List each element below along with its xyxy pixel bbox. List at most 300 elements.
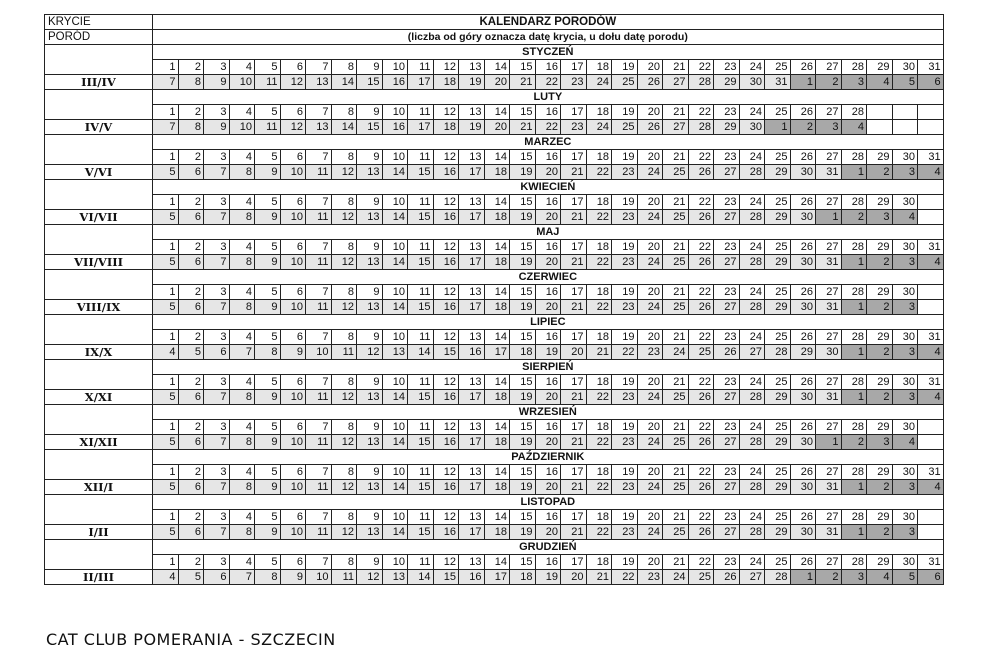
birth-day: 1 xyxy=(816,210,842,225)
birth-day: 5 xyxy=(153,165,179,180)
empty-cell xyxy=(918,435,944,450)
birth-day: 12 xyxy=(357,345,383,360)
mating-day: 9 xyxy=(357,465,383,480)
birth-day: 11 xyxy=(255,120,281,135)
birth-day: 22 xyxy=(612,570,638,585)
mating-day: 26 xyxy=(790,555,816,570)
birth-day: 19 xyxy=(459,120,485,135)
birth-day: 30 xyxy=(790,390,816,405)
birth-day: 10 xyxy=(280,165,306,180)
pair-cell-mid xyxy=(45,150,153,165)
birth-day: 22 xyxy=(612,345,638,360)
mating-day: 10 xyxy=(382,420,408,435)
birth-day: 21 xyxy=(561,390,587,405)
mating-day: 17 xyxy=(561,285,587,300)
pair-cell-top xyxy=(45,450,153,465)
birth-day: 26 xyxy=(688,210,714,225)
mating-day: 16 xyxy=(535,60,561,75)
mating-day: 17 xyxy=(561,240,587,255)
birth-day: 12 xyxy=(331,165,357,180)
birth-day: 7 xyxy=(229,570,255,585)
birth-day: 21 xyxy=(561,525,587,540)
month-row xyxy=(45,405,944,420)
mating-day: 8 xyxy=(331,150,357,165)
pair-cell-top xyxy=(45,45,153,60)
mating-day: 27 xyxy=(816,555,842,570)
birth-day: 27 xyxy=(714,480,740,495)
mating-day: 17 xyxy=(561,150,587,165)
birth-day: 28 xyxy=(739,480,765,495)
birth-day: 20 xyxy=(535,255,561,270)
mating-day: 5 xyxy=(255,330,281,345)
mating-day: 8 xyxy=(331,375,357,390)
mating-day: 10 xyxy=(382,285,408,300)
birth-day: 24 xyxy=(663,345,689,360)
month-name: GRUDZIEŃ xyxy=(153,540,944,555)
pair-cell-mid xyxy=(45,60,153,75)
birth-day: 11 xyxy=(306,165,332,180)
birth-day: 11 xyxy=(306,210,332,225)
mating-day: 28 xyxy=(841,105,867,120)
birth-day: 25 xyxy=(663,525,689,540)
birth-day: 2 xyxy=(841,210,867,225)
mating-day: 15 xyxy=(510,195,536,210)
mating-day: 21 xyxy=(663,555,689,570)
birth-day: 8 xyxy=(229,390,255,405)
pair-cell-mid xyxy=(45,330,153,345)
month-pair-label: II/III xyxy=(45,570,153,585)
mating-day: 18 xyxy=(586,60,612,75)
birth-day: 1 xyxy=(841,345,867,360)
birth-day: 24 xyxy=(637,435,663,450)
birth-day: 10 xyxy=(280,300,306,315)
mating-day: 19 xyxy=(612,375,638,390)
birth-day: 9 xyxy=(255,435,281,450)
birth-day: 13 xyxy=(357,435,383,450)
mating-day: 23 xyxy=(714,240,740,255)
mating-day: 6 xyxy=(280,285,306,300)
birth-day: 9 xyxy=(204,75,230,90)
birth-day: 24 xyxy=(637,210,663,225)
birth-day: 8 xyxy=(229,165,255,180)
mating-day: 4 xyxy=(229,105,255,120)
mating-day: 2 xyxy=(178,465,204,480)
mating-day: 9 xyxy=(357,285,383,300)
birth-days-row xyxy=(45,570,944,585)
birth-day: 21 xyxy=(561,255,587,270)
mating-day: 15 xyxy=(510,375,536,390)
birth-day: 10 xyxy=(306,570,332,585)
mating-day: 16 xyxy=(535,465,561,480)
birth-day: 6 xyxy=(178,210,204,225)
birth-day: 18 xyxy=(484,390,510,405)
mating-day: 30 xyxy=(892,465,918,480)
mating-day: 30 xyxy=(892,240,918,255)
mating-day: 24 xyxy=(739,105,765,120)
month-name: LIPIEC xyxy=(153,315,944,330)
mating-day: 11 xyxy=(408,240,434,255)
mating-day: 31 xyxy=(918,330,944,345)
mating-day: 6 xyxy=(280,150,306,165)
birth-day: 16 xyxy=(382,75,408,90)
birth-day: 17 xyxy=(459,210,485,225)
birth-day: 13 xyxy=(357,165,383,180)
birth-day: 7 xyxy=(204,390,230,405)
mating-day: 30 xyxy=(892,330,918,345)
mating-day: 14 xyxy=(484,555,510,570)
birth-day: 13 xyxy=(306,120,332,135)
mating-day: 31 xyxy=(918,60,944,75)
birth-day: 30 xyxy=(739,75,765,90)
birth-day: 23 xyxy=(612,300,638,315)
mating-day: 28 xyxy=(841,465,867,480)
birth-day: 24 xyxy=(637,480,663,495)
birth-day: 8 xyxy=(178,120,204,135)
birth-day: 17 xyxy=(484,570,510,585)
birth-days-row xyxy=(45,480,944,495)
mating-day: 27 xyxy=(816,465,842,480)
birth-day: 1 xyxy=(841,300,867,315)
mating-day: 1 xyxy=(153,375,179,390)
birth-days-row xyxy=(45,120,944,135)
birth-day: 10 xyxy=(280,435,306,450)
birth-day: 9 xyxy=(255,525,281,540)
mating-day: 3 xyxy=(204,285,230,300)
birth-day: 28 xyxy=(739,165,765,180)
month-row xyxy=(45,495,944,510)
mating-day: 28 xyxy=(841,60,867,75)
birth-day: 15 xyxy=(408,435,434,450)
mating-day: 2 xyxy=(178,240,204,255)
birth-day: 29 xyxy=(765,210,791,225)
mating-day: 29 xyxy=(867,240,893,255)
mating-day: 10 xyxy=(382,555,408,570)
birth-day: 9 xyxy=(255,390,281,405)
birth-day: 27 xyxy=(714,525,740,540)
month-row xyxy=(45,270,944,285)
mating-day: 26 xyxy=(790,285,816,300)
mating-day: 7 xyxy=(306,60,332,75)
birth-day: 4 xyxy=(918,390,944,405)
mating-day: 19 xyxy=(612,60,638,75)
mating-day: 9 xyxy=(357,375,383,390)
birth-days-row xyxy=(45,300,944,315)
birth-day: 21 xyxy=(586,570,612,585)
mating-day: 10 xyxy=(382,60,408,75)
birth-day: 17 xyxy=(459,435,485,450)
mating-day: 23 xyxy=(714,150,740,165)
birth-day: 17 xyxy=(459,300,485,315)
mating-day: 18 xyxy=(586,465,612,480)
birth-day: 15 xyxy=(408,165,434,180)
mating-day: 25 xyxy=(765,60,791,75)
birth-day: 3 xyxy=(892,165,918,180)
birth-day: 25 xyxy=(663,390,689,405)
month-pair-label: V/VI xyxy=(45,165,153,180)
birth-day: 5 xyxy=(153,210,179,225)
mating-day: 16 xyxy=(535,510,561,525)
birth-day: 28 xyxy=(739,525,765,540)
birth-day: 26 xyxy=(714,570,740,585)
birth-day: 15 xyxy=(357,120,383,135)
birth-day: 13 xyxy=(357,480,383,495)
mating-day: 13 xyxy=(459,195,485,210)
birth-day: 4 xyxy=(918,255,944,270)
birth-day: 7 xyxy=(153,120,179,135)
mating-day: 7 xyxy=(306,285,332,300)
mating-day: 27 xyxy=(816,510,842,525)
mating-day: 3 xyxy=(204,420,230,435)
birth-day: 4 xyxy=(841,120,867,135)
birth-day: 29 xyxy=(765,390,791,405)
birth-day: 23 xyxy=(612,210,638,225)
mating-day: 8 xyxy=(331,420,357,435)
mating-day: 13 xyxy=(459,510,485,525)
birth-day: 29 xyxy=(765,255,791,270)
birth-day: 11 xyxy=(255,75,281,90)
birth-day: 29 xyxy=(765,480,791,495)
mating-day: 31 xyxy=(918,375,944,390)
birth-day: 10 xyxy=(280,390,306,405)
mating-day: 29 xyxy=(867,60,893,75)
birth-day: 19 xyxy=(510,300,536,315)
mating-day: 22 xyxy=(688,330,714,345)
pair-cell-mid xyxy=(45,240,153,255)
mating-day: 11 xyxy=(408,60,434,75)
mating-day: 14 xyxy=(484,105,510,120)
birth-day: 23 xyxy=(612,165,638,180)
mating-day: 31 xyxy=(918,555,944,570)
birth-day: 6 xyxy=(178,300,204,315)
birth-day: 16 xyxy=(382,120,408,135)
mating-day: 27 xyxy=(816,375,842,390)
mating-day: 20 xyxy=(637,465,663,480)
mating-day: 16 xyxy=(535,195,561,210)
mating-day: 15 xyxy=(510,420,536,435)
birth-days-row xyxy=(45,255,944,270)
birth-day: 18 xyxy=(433,75,459,90)
month-row xyxy=(45,540,944,555)
birth-day: 16 xyxy=(433,255,459,270)
mating-day: 28 xyxy=(841,510,867,525)
birth-day: 6 xyxy=(178,525,204,540)
mating-day: 19 xyxy=(612,195,638,210)
mating-day: 13 xyxy=(459,60,485,75)
mating-day: 3 xyxy=(204,330,230,345)
birth-day: 2 xyxy=(867,480,893,495)
mating-day: 30 xyxy=(892,555,918,570)
birth-day: 28 xyxy=(688,120,714,135)
label-birth: PORÓD xyxy=(45,30,153,45)
birth-day: 21 xyxy=(561,165,587,180)
mating-day: 27 xyxy=(816,195,842,210)
birth-days-row xyxy=(45,165,944,180)
mating-day: 29 xyxy=(867,465,893,480)
mating-day: 21 xyxy=(663,375,689,390)
mating-days-row xyxy=(45,465,944,480)
mating-day: 15 xyxy=(510,150,536,165)
birth-day: 6 xyxy=(178,480,204,495)
birth-day: 12 xyxy=(331,435,357,450)
mating-day: 24 xyxy=(739,240,765,255)
mating-day: 7 xyxy=(306,375,332,390)
mating-day: 16 xyxy=(535,240,561,255)
birth-day: 29 xyxy=(765,525,791,540)
birth-day: 28 xyxy=(688,75,714,90)
mating-day: 16 xyxy=(535,285,561,300)
birth-day: 28 xyxy=(739,210,765,225)
mating-day: 2 xyxy=(178,60,204,75)
birth-day: 3 xyxy=(892,255,918,270)
birth-day: 25 xyxy=(663,480,689,495)
birth-days-row xyxy=(45,345,944,360)
mating-day: 20 xyxy=(637,375,663,390)
mating-day: 16 xyxy=(535,555,561,570)
month-pair-label: IX/X xyxy=(45,345,153,360)
birth-day: 14 xyxy=(382,525,408,540)
mating-day: 1 xyxy=(153,285,179,300)
mating-day: 22 xyxy=(688,285,714,300)
birth-day: 16 xyxy=(433,480,459,495)
mating-day: 13 xyxy=(459,105,485,120)
birth-day: 15 xyxy=(408,210,434,225)
birth-day: 24 xyxy=(586,120,612,135)
mating-day: 19 xyxy=(612,510,638,525)
month-row xyxy=(45,360,944,375)
birth-day: 27 xyxy=(714,210,740,225)
mating-day: 4 xyxy=(229,150,255,165)
mating-day: 20 xyxy=(637,195,663,210)
empty-cell xyxy=(918,210,944,225)
birth-day: 31 xyxy=(816,300,842,315)
mating-day: 14 xyxy=(484,285,510,300)
birth-day: 17 xyxy=(408,75,434,90)
birth-day: 19 xyxy=(510,210,536,225)
pair-cell-top xyxy=(45,135,153,150)
mating-day: 12 xyxy=(433,285,459,300)
mating-day: 25 xyxy=(765,330,791,345)
mating-day: 27 xyxy=(816,150,842,165)
birth-day: 15 xyxy=(408,390,434,405)
birth-day: 14 xyxy=(382,300,408,315)
birth-day: 22 xyxy=(586,210,612,225)
mating-day: 8 xyxy=(331,105,357,120)
birth-day: 17 xyxy=(484,345,510,360)
birth-day: 31 xyxy=(816,255,842,270)
birth-day: 12 xyxy=(280,75,306,90)
mating-day: 19 xyxy=(612,330,638,345)
birth-day: 27 xyxy=(663,120,689,135)
pair-cell-top xyxy=(45,90,153,105)
mating-day: 5 xyxy=(255,465,281,480)
mating-day: 23 xyxy=(714,420,740,435)
birth-day: 18 xyxy=(484,165,510,180)
birth-day: 9 xyxy=(255,255,281,270)
mating-day: 25 xyxy=(765,375,791,390)
birth-day: 22 xyxy=(586,435,612,450)
mating-day: 18 xyxy=(586,420,612,435)
mating-day: 9 xyxy=(357,60,383,75)
mating-day: 7 xyxy=(306,105,332,120)
birth-day: 21 xyxy=(561,210,587,225)
pair-cell-top xyxy=(45,315,153,330)
birth-day: 21 xyxy=(586,345,612,360)
mating-day: 17 xyxy=(561,375,587,390)
birth-day: 28 xyxy=(739,435,765,450)
mating-day: 5 xyxy=(255,60,281,75)
mating-day: 7 xyxy=(306,510,332,525)
mating-day: 11 xyxy=(408,510,434,525)
mating-day: 14 xyxy=(484,330,510,345)
mating-day: 30 xyxy=(892,195,918,210)
month-name: LISTOPAD xyxy=(153,495,944,510)
mating-day: 4 xyxy=(229,285,255,300)
birth-day: 4 xyxy=(867,570,893,585)
mating-day: 24 xyxy=(739,465,765,480)
mating-day: 16 xyxy=(535,330,561,345)
birth-day: 22 xyxy=(586,525,612,540)
birth-day: 16 xyxy=(433,210,459,225)
birth-day: 8 xyxy=(178,75,204,90)
mating-day: 4 xyxy=(229,465,255,480)
birth-day: 27 xyxy=(714,435,740,450)
birth-day: 25 xyxy=(663,435,689,450)
birth-day: 24 xyxy=(637,300,663,315)
birth-day: 2 xyxy=(867,165,893,180)
mating-day: 27 xyxy=(816,60,842,75)
birth-day: 27 xyxy=(739,570,765,585)
birth-day: 13 xyxy=(357,300,383,315)
birth-day: 22 xyxy=(586,480,612,495)
mating-day: 7 xyxy=(306,195,332,210)
month-pair-label: VI/VII xyxy=(45,210,153,225)
birth-day: 23 xyxy=(561,120,587,135)
pair-cell-top xyxy=(45,360,153,375)
month-pair-label: IV/V xyxy=(45,120,153,135)
birth-day: 26 xyxy=(688,390,714,405)
pair-cell-top xyxy=(45,225,153,240)
mating-day: 4 xyxy=(229,240,255,255)
birth-day: 9 xyxy=(204,120,230,135)
mating-day: 1 xyxy=(153,240,179,255)
mating-day: 17 xyxy=(561,555,587,570)
pair-cell-top xyxy=(45,180,153,195)
birth-day: 17 xyxy=(408,120,434,135)
birth-day: 1 xyxy=(841,255,867,270)
birth-day: 7 xyxy=(204,255,230,270)
birth-day: 6 xyxy=(204,570,230,585)
birth-day: 2 xyxy=(790,120,816,135)
birth-day: 10 xyxy=(280,255,306,270)
page-title: KALENDARZ PORODÓW xyxy=(153,15,944,30)
birth-day: 30 xyxy=(790,300,816,315)
birth-day: 24 xyxy=(663,570,689,585)
birth-day: 29 xyxy=(765,300,791,315)
birth-day: 23 xyxy=(612,435,638,450)
mating-day: 26 xyxy=(790,150,816,165)
mating-day: 12 xyxy=(433,555,459,570)
birth-day: 4 xyxy=(918,480,944,495)
birth-day: 5 xyxy=(153,300,179,315)
birth-day: 3 xyxy=(892,300,918,315)
birth-day: 8 xyxy=(229,435,255,450)
birth-day: 8 xyxy=(229,300,255,315)
birth-day: 16 xyxy=(433,300,459,315)
empty-cell xyxy=(918,525,944,540)
birth-day: 27 xyxy=(714,300,740,315)
mating-day: 11 xyxy=(408,465,434,480)
mating-day: 9 xyxy=(357,150,383,165)
